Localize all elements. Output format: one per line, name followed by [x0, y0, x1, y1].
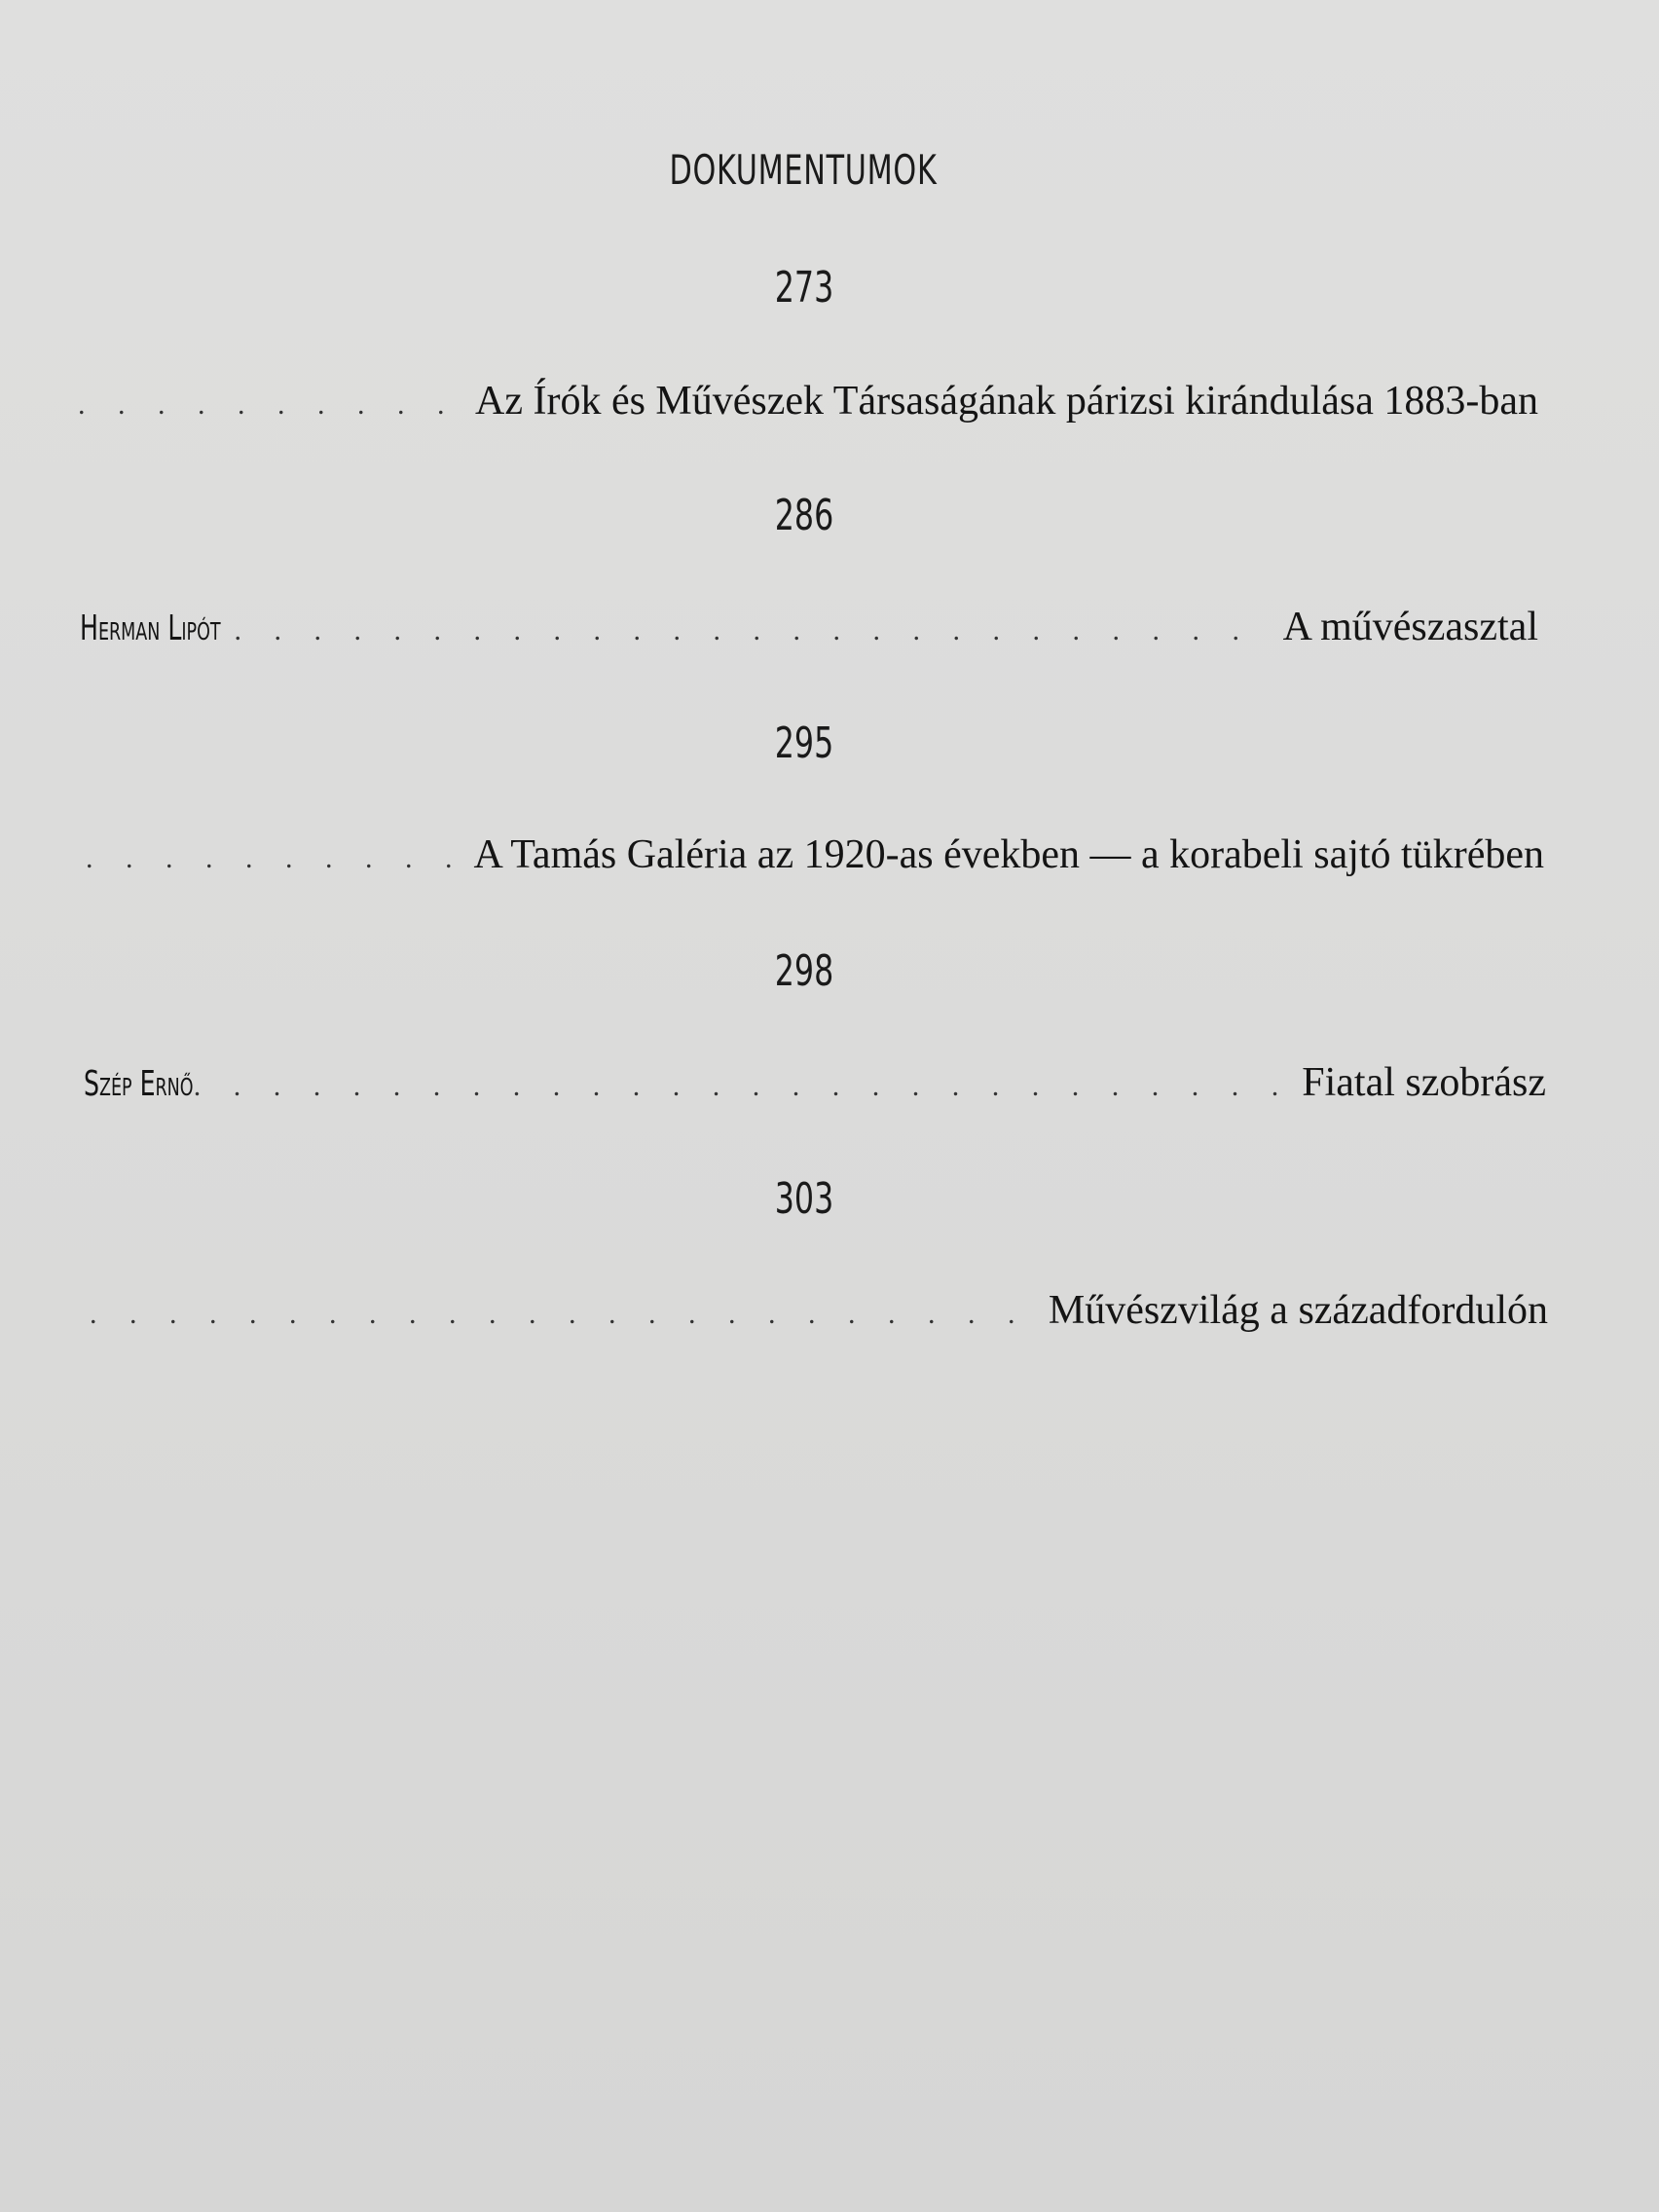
entry-author: Herman Lipót: [80, 608, 221, 648]
page-number: 273: [774, 263, 834, 313]
dot-leader: [86, 842, 461, 875]
toc-entry: [84, 1059, 1546, 1106]
dot-leader: [194, 1070, 1290, 1103]
dot-leader: [90, 1298, 1037, 1331]
dot-leader: [78, 388, 463, 422]
entry-author: Szép Ernő: [84, 1064, 194, 1104]
entry-title: Fiatal szobrász: [1302, 1060, 1546, 1105]
entry-title: A Tamás Galéria az 1920-as években — a korabeli sajtó tükrében: [473, 832, 1544, 877]
toc-entry: [90, 1287, 1548, 1334]
page-number: 303: [774, 1174, 834, 1224]
toc-entry: [86, 831, 1544, 878]
toc-entry: [78, 378, 1538, 424]
toc-entry: [80, 604, 1538, 650]
entry-title: Művészvilág a századfordulón: [1048, 1288, 1548, 1333]
dot-leader: [235, 614, 1272, 647]
page-number: 298: [774, 946, 834, 996]
entry-title: Az Írók és Művészek Társaságának párizsi kirándulása 1883-ban: [475, 379, 1538, 424]
entry-title: A művészasztal: [1282, 605, 1538, 649]
page-number: 286: [774, 491, 834, 540]
page-number: 295: [774, 719, 834, 768]
section-heading: DOKUMENTUMOK: [669, 146, 938, 194]
